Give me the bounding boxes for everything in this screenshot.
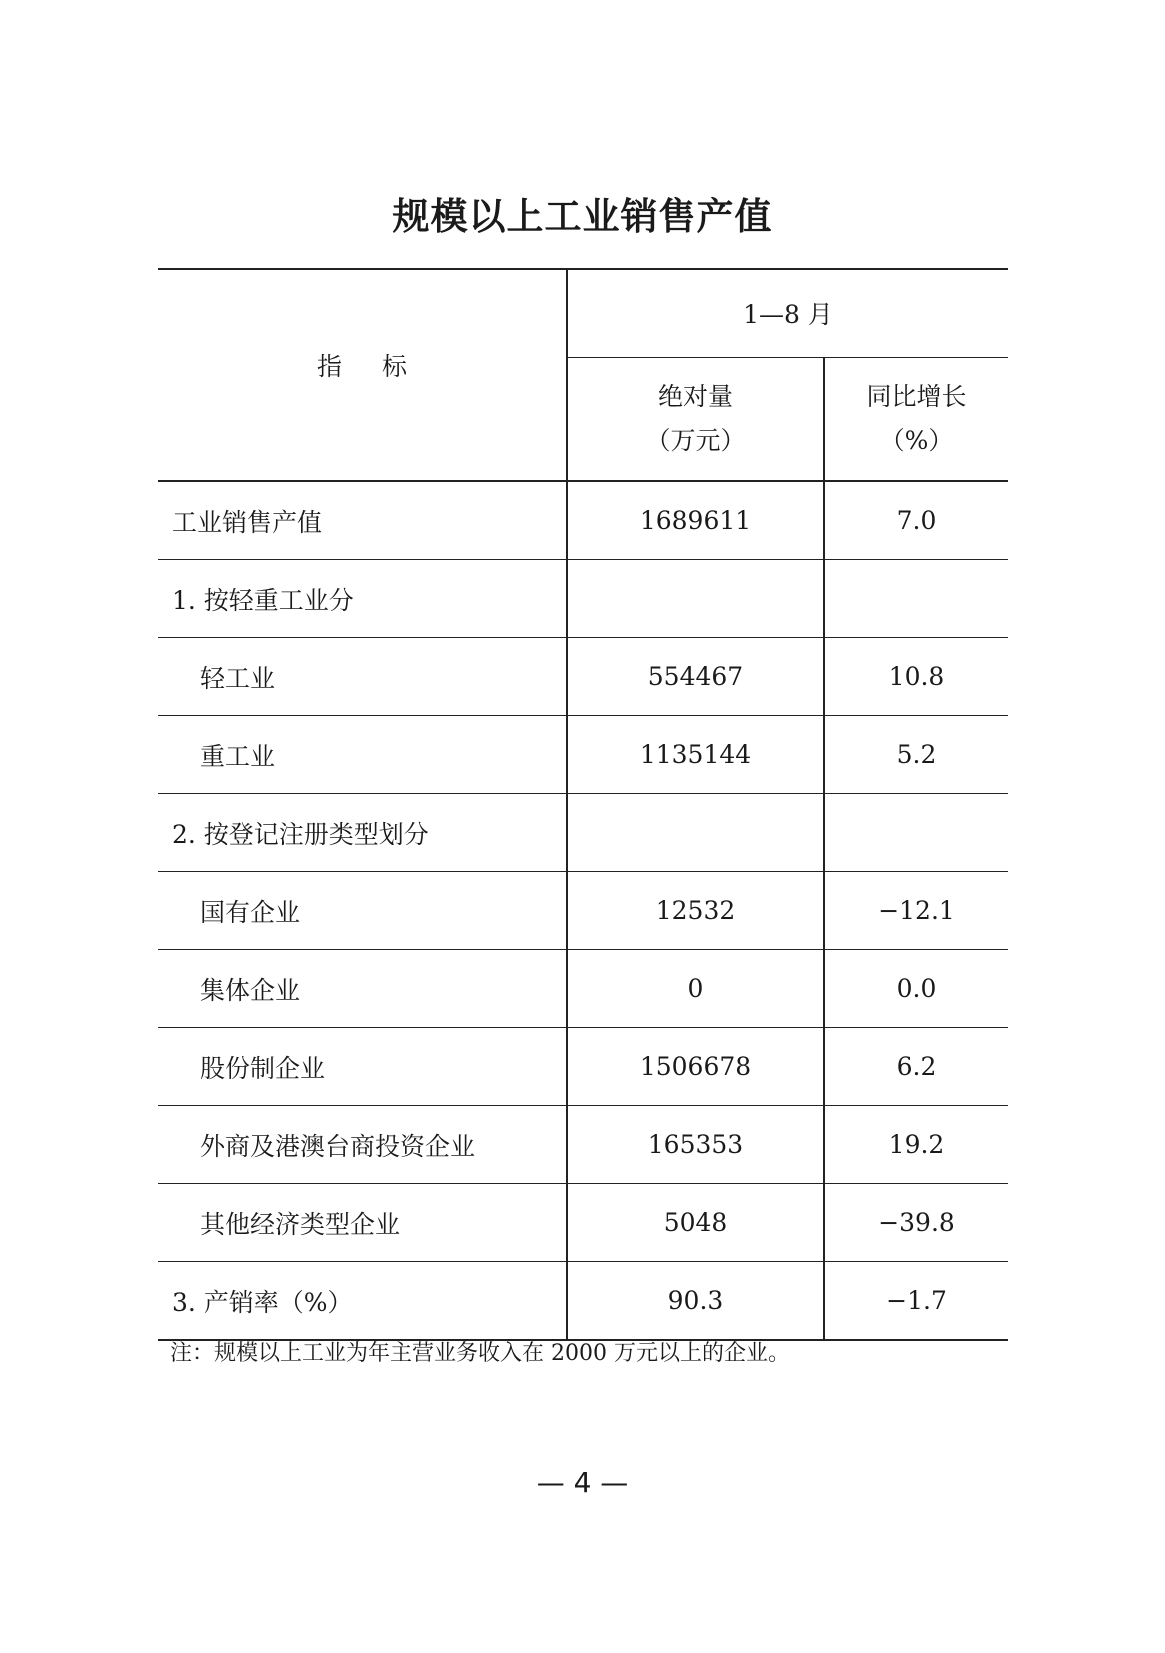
table-row <box>158 950 1008 1028</box>
row-growth <box>824 794 1008 872</box>
row-label: 重工业 <box>158 716 567 794</box>
row-label: 其他经济类型企业 <box>158 1184 567 1262</box>
page-title: 规模以上工业销售产值 <box>392 195 773 238</box>
row-label: 2. 按登记注册类型划分 <box>158 794 567 872</box>
table-row <box>158 716 1008 794</box>
row-value: 1689611 <box>567 481 824 560</box>
row-label: 3. 产销率（%） <box>158 1262 567 1341</box>
statistics-table <box>158 268 1008 1341</box>
table-row <box>158 560 1008 638</box>
row-label: 国有企业 <box>158 872 567 950</box>
row-label: 集体企业 <box>158 950 567 1028</box>
row-value: 0 <box>567 950 824 1028</box>
header-indicator <box>158 269 567 481</box>
table-footnote: 注：规模以上工业为年主营业务收入在 2000 万元以上的企业。 <box>170 1341 790 1366</box>
table-row <box>158 481 1008 560</box>
row-value: 554467 <box>567 638 824 716</box>
row-label: 工业销售产值 <box>158 481 567 560</box>
row-growth: 19.2 <box>824 1106 1008 1184</box>
header-absolute-value-label: 绝对量 <box>657 381 733 411</box>
table-row <box>158 1184 1008 1262</box>
row-growth: −12.1 <box>824 872 1008 950</box>
row-value <box>567 560 824 638</box>
row-value: 1506678 <box>567 1028 824 1106</box>
header-period: 1—8 月 <box>567 269 1008 357</box>
row-growth: −39.8 <box>824 1184 1008 1262</box>
table-row <box>158 1262 1008 1341</box>
header-absolute-value-unit: （万元） <box>645 425 746 455</box>
row-label: 1. 按轻重工业分 <box>158 560 567 638</box>
row-value: 165353 <box>567 1106 824 1184</box>
row-growth: 5.2 <box>824 716 1008 794</box>
row-label: 股份制企业 <box>158 1028 567 1106</box>
row-label: 外商及港澳台商投资企业 <box>158 1106 567 1184</box>
page-number: — 4 — <box>536 1466 629 1499</box>
row-growth: 0.0 <box>824 950 1008 1028</box>
header-indicator-label: 指标 <box>316 352 447 381</box>
row-label: 轻工业 <box>158 638 567 716</box>
row-value: 5048 <box>567 1184 824 1262</box>
table-header-row <box>158 269 1008 357</box>
header-absolute-value <box>567 357 824 481</box>
row-growth: 7.0 <box>824 481 1008 560</box>
row-growth <box>824 560 1008 638</box>
table-row <box>158 638 1008 716</box>
header-yoy-growth-unit: （%） <box>879 425 954 455</box>
row-growth: 6.2 <box>824 1028 1008 1106</box>
row-growth: 10.8 <box>824 638 1008 716</box>
table-row <box>158 1106 1008 1184</box>
table-row <box>158 1028 1008 1106</box>
table-row <box>158 872 1008 950</box>
row-value: 1135144 <box>567 716 824 794</box>
table-row <box>158 794 1008 872</box>
header-yoy-growth-label: 同比增长 <box>866 381 967 411</box>
header-yoy-growth <box>824 357 1008 481</box>
row-value <box>567 794 824 872</box>
row-growth: −1.7 <box>824 1262 1008 1341</box>
row-value: 12532 <box>567 872 824 950</box>
row-value: 90.3 <box>567 1262 824 1341</box>
